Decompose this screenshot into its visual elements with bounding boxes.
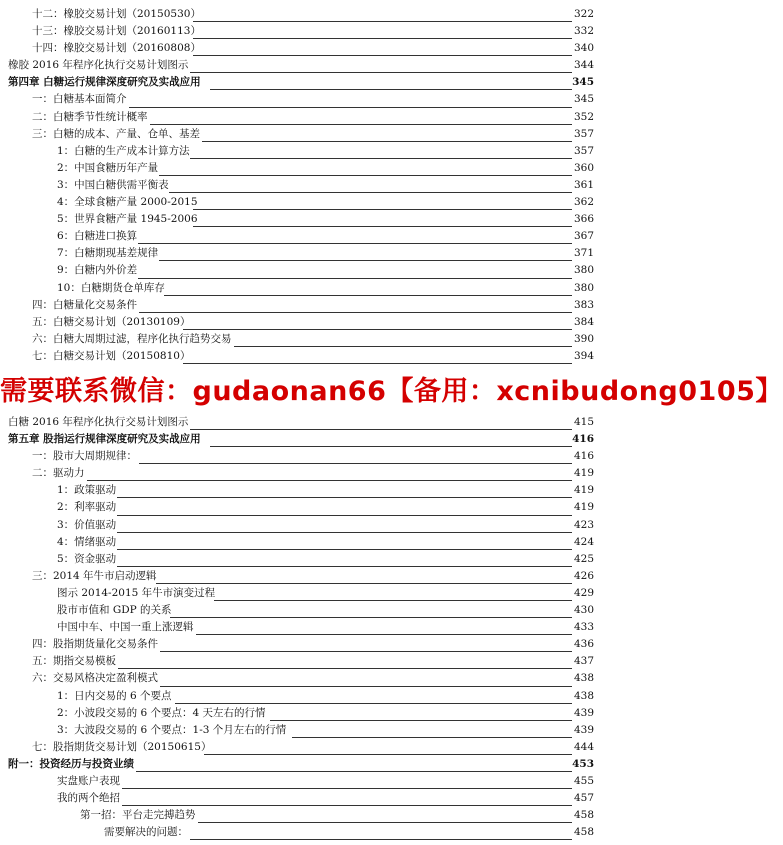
toc-entry-page: 430 [573, 604, 594, 617]
toc-entry [0, 790, 602, 807]
toc-entry-title: 3：大波段交易的 6 个要点：1-3 个月左右的行情 [57, 723, 287, 736]
toc-entry [0, 602, 602, 619]
toc-entry-page: 371 [573, 247, 594, 260]
toc-entry [0, 348, 602, 365]
toc-entry-title: 第一招：平台走完搏趋势 [80, 809, 196, 822]
toc-entry [0, 824, 602, 841]
toc-leader-line [117, 532, 572, 533]
toc-entry [0, 585, 602, 602]
toc-entry [0, 245, 602, 262]
toc-entry-title: 需要解决的问题： [104, 826, 188, 839]
toc-entry-title: 六：交易风格决定盈利模式 [32, 672, 158, 685]
toc-entry-page: 345 [572, 76, 594, 89]
toc-entry [0, 262, 602, 279]
toc-entry-title: 七：白糖交易计划（20150810） [32, 349, 191, 362]
toc-entry [0, 688, 602, 705]
toc-leader-line [139, 463, 572, 464]
toc-entry-title: 四：白糖量化交易条件 [32, 298, 137, 311]
toc-leader-line [292, 737, 572, 738]
toc-entry-page: 439 [573, 723, 594, 736]
toc-entry [0, 126, 602, 143]
toc-leader-line [160, 686, 572, 687]
toc-entry-title: 9：白糖内外价差 [57, 264, 138, 277]
toc-entry-page: 332 [573, 25, 594, 38]
toc-entry-page: 453 [572, 757, 594, 770]
toc-leader-line [193, 21, 572, 22]
toc-entry-title: 七：股指期货交易计划（20150615） [32, 740, 212, 753]
toc-entry [0, 177, 602, 194]
toc-entry-title: 五：白糖交易计划（20130109） [32, 315, 191, 328]
toc-entry-page: 394 [573, 349, 594, 362]
toc-entry [0, 143, 602, 160]
toc-entry [0, 40, 602, 57]
toc-entry [0, 670, 602, 687]
toc-entry-page: 357 [573, 127, 594, 140]
toc-entry-title: 四：股指期货量化交易条件 [32, 638, 158, 651]
toc-list-top [0, 6, 602, 365]
toc-leader-line [122, 788, 572, 789]
toc-entry [0, 331, 602, 348]
toc-entry-page: 390 [573, 332, 594, 345]
toc-entry-title: 5：资金驱动 [57, 552, 117, 565]
toc-entry-page: 457 [573, 792, 594, 805]
toc-entry [0, 414, 602, 431]
toc-entry-title: 4：情绪驱动 [57, 535, 117, 548]
toc-entry-title: 十三：橡胶交易计划（20160113） [32, 25, 201, 38]
toc-leader-line [190, 72, 572, 73]
toc-leader-line [122, 805, 572, 806]
toc-entry-page: 438 [573, 689, 594, 702]
toc-entry-page: 455 [573, 774, 594, 787]
toc-entry [0, 807, 602, 824]
toc-entry-page: 357 [573, 144, 594, 157]
toc-leader-line [159, 175, 572, 176]
toc-entry-title: 3：价值驱动 [57, 518, 117, 531]
toc-entry-title: 6：白糖进口换算 [57, 230, 138, 243]
toc-entry-page: 344 [573, 59, 594, 72]
toc-entry-page: 439 [573, 706, 594, 719]
toc-entry-page: 360 [573, 161, 594, 174]
toc-entry-title: 3：中国白糖供需平衡表 [57, 178, 169, 191]
toc-leader-line [270, 720, 572, 721]
toc-entry [0, 534, 602, 551]
toc-entry-title: 十二：橡胶交易计划（20150530） [32, 8, 201, 20]
toc-leader-line [190, 839, 572, 840]
toc-leader-line [117, 566, 572, 567]
toc-leader-line [136, 771, 572, 772]
toc-entry-title: 4：全球食糖产量 2000-2015 [57, 196, 198, 209]
toc-entry-page: 415 [573, 416, 594, 428]
toc-entry-title: 10：白糖期货仓单库存 [57, 281, 165, 294]
toc-entry-page: 362 [573, 196, 594, 209]
toc-entry [0, 280, 602, 297]
toc-entry [0, 499, 602, 516]
toc-entry-title: 一：股市大周期规律： [32, 450, 137, 463]
toc-list-bottom [0, 414, 602, 841]
toc-entry [0, 194, 602, 211]
toc-entry-page: 458 [573, 809, 594, 822]
toc-entry-title: 五：期指交易模板 [32, 655, 116, 668]
toc-leader-line [198, 822, 573, 823]
toc-entry [0, 619, 602, 636]
toc-entry [0, 448, 602, 465]
toc-entry-page: 438 [573, 672, 594, 685]
toc-leader-line [118, 668, 572, 669]
toc-leader-line [159, 260, 572, 261]
toc-leader-line [87, 480, 573, 481]
toc-entry [0, 705, 602, 722]
toc-entry-page: 322 [573, 8, 594, 20]
toc-entry [0, 109, 602, 126]
toc-leader-line [170, 617, 572, 618]
toc-entry-page: 340 [573, 42, 594, 55]
toc-leader-line [234, 346, 573, 347]
toc-entry-title: 二：驱动力 [32, 467, 85, 480]
toc-entry [0, 739, 602, 756]
toc-entry-title: 三：2014 年牛市启动逻辑 [32, 569, 157, 582]
toc-leader-line [117, 549, 572, 550]
toc-leader-line [193, 38, 572, 39]
toc-entry-title: 2：利率驱动 [57, 501, 117, 514]
toc-entry-title: 2：小波段交易的 6 个要点：4 天左右的行情 [57, 706, 266, 719]
toc-entry-page: 419 [573, 484, 594, 497]
toc-entry-page: 437 [573, 655, 594, 668]
toc-entry [0, 297, 602, 314]
toc-entry-title: 附一：投资经历与投资业绩 [8, 757, 134, 770]
toc-leader-line [193, 226, 572, 227]
toc-leader-line [193, 209, 572, 210]
toc-entry-page: 383 [573, 298, 594, 311]
toc-leader-line [138, 278, 572, 279]
toc-entry-page: 426 [573, 569, 594, 582]
toc-entry-title: 橡胶 2016 年程序化执行交易计划图示 [8, 59, 189, 72]
toc-entry [0, 517, 602, 534]
toc-entry-title: 2：中国食糖历年产量 [57, 161, 159, 174]
toc-entry [0, 431, 602, 448]
toc-entry-title: 1：白糖的生产成本计算方法 [57, 144, 190, 157]
toc-leader-line [210, 89, 572, 90]
toc-entry [0, 722, 602, 739]
toc-entry-title: 白糖 2016 年程序化执行交易计划图示 [8, 416, 189, 428]
toc-entry-title: 三：白糖的成本、产量、仓单、基差 [32, 127, 200, 140]
contact-banner: 需要联系微信：gudaonan66【备用：xcnibudong0105】 [0, 376, 783, 407]
toc-leader-line [190, 158, 572, 159]
toc-entry-page: 458 [573, 826, 594, 839]
toc-entry-page: 416 [572, 433, 594, 446]
toc-entry-title: 十四：橡胶交易计划（20160808） [32, 42, 201, 55]
toc-entry [0, 465, 602, 482]
toc-entry-page: 423 [573, 518, 594, 531]
toc-entry [0, 74, 602, 91]
toc-leader-line [193, 55, 572, 56]
toc-entry [0, 6, 602, 23]
toc-entry-page: 436 [573, 638, 594, 651]
toc-entry-page: 380 [573, 281, 594, 294]
toc-entry-page: 366 [573, 213, 594, 226]
toc-leader-line [117, 497, 572, 498]
toc-leader-line [175, 703, 572, 704]
toc-leader-line [160, 651, 572, 652]
toc-entry-title: 二：白糖季节性统计概率 [32, 110, 148, 123]
toc-leader-line [196, 634, 573, 635]
toc-entry-title: 中国中车、中国一重上涨逻辑 [57, 621, 194, 634]
toc-entry-page: 419 [573, 501, 594, 514]
toc-leader-line [183, 363, 572, 364]
toc-leader-line [190, 429, 572, 430]
toc-leader-line [204, 754, 572, 755]
toc-entry-title: 我的两个绝招 [57, 792, 120, 805]
toc-entry-title: 股市市值和 GDP 的关系 [57, 604, 172, 617]
toc-leader-line [156, 583, 572, 584]
toc-leader-line [117, 515, 572, 516]
toc-leader-line [169, 192, 572, 193]
toc-leader-line [164, 295, 572, 296]
toc-leader-line [129, 107, 573, 108]
toc-entry-page: 419 [573, 467, 594, 480]
toc-entry-title: 7：白糖期现基差规律 [57, 247, 159, 260]
toc-entry [0, 568, 602, 585]
toc-entry [0, 314, 602, 331]
toc-entry-page: 352 [573, 110, 594, 123]
toc-entry-page: 367 [573, 230, 594, 243]
toc-leader-line [210, 446, 572, 447]
toc-entry-page: 416 [573, 450, 594, 463]
toc-leader-line [183, 329, 572, 330]
toc-entry-title: 实盘账户表现 [57, 774, 120, 787]
toc-entry-title: 第五章 股指运行规律深度研究及实战应用 [8, 433, 201, 446]
toc-entry-title: 图示 2014-2015 年牛市演变过程 [57, 586, 216, 599]
toc-entry [0, 228, 602, 245]
toc-entry-title: 一：白糖基本面简介 [32, 93, 127, 106]
toc-leader-line [214, 600, 572, 601]
toc-entry-page: 444 [573, 740, 594, 753]
toc-entry-title: 5：世界食糖产量 1945-2006 [57, 213, 198, 226]
toc-entry-title: 六：白糖大周期过滤，程序化执行趋势交易 [32, 332, 232, 345]
toc-entry-title: 1：政策驱动 [57, 484, 117, 497]
toc-entry [0, 57, 602, 74]
toc-entry-page: 424 [573, 535, 594, 548]
toc-entry [0, 653, 602, 670]
toc-leader-line [139, 312, 572, 313]
toc-entry-title: 1：日内交易的 6 个要点 [57, 689, 172, 702]
toc-entry [0, 636, 602, 653]
toc-entry [0, 211, 602, 228]
toc-entry [0, 773, 602, 790]
toc-leader-line [150, 124, 573, 125]
toc-entry-page: 380 [573, 264, 594, 277]
toc-entry [0, 756, 602, 773]
toc-entry [0, 160, 602, 177]
toc-entry [0, 23, 602, 40]
toc-entry-page: 345 [573, 93, 594, 106]
toc-entry [0, 91, 602, 108]
toc-leader-line [138, 243, 572, 244]
toc-leader-line [202, 141, 572, 142]
toc-entry [0, 551, 602, 568]
toc-entry-page: 361 [573, 178, 594, 191]
toc-entry [0, 482, 602, 499]
toc-entry-page: 429 [573, 586, 594, 599]
toc-entry-page: 384 [573, 315, 594, 328]
toc-entry-page: 433 [573, 621, 594, 634]
toc-entry-page: 425 [573, 552, 594, 565]
toc-entry-title: 第四章 白糖运行规律深度研究及实战应用 [8, 76, 201, 89]
